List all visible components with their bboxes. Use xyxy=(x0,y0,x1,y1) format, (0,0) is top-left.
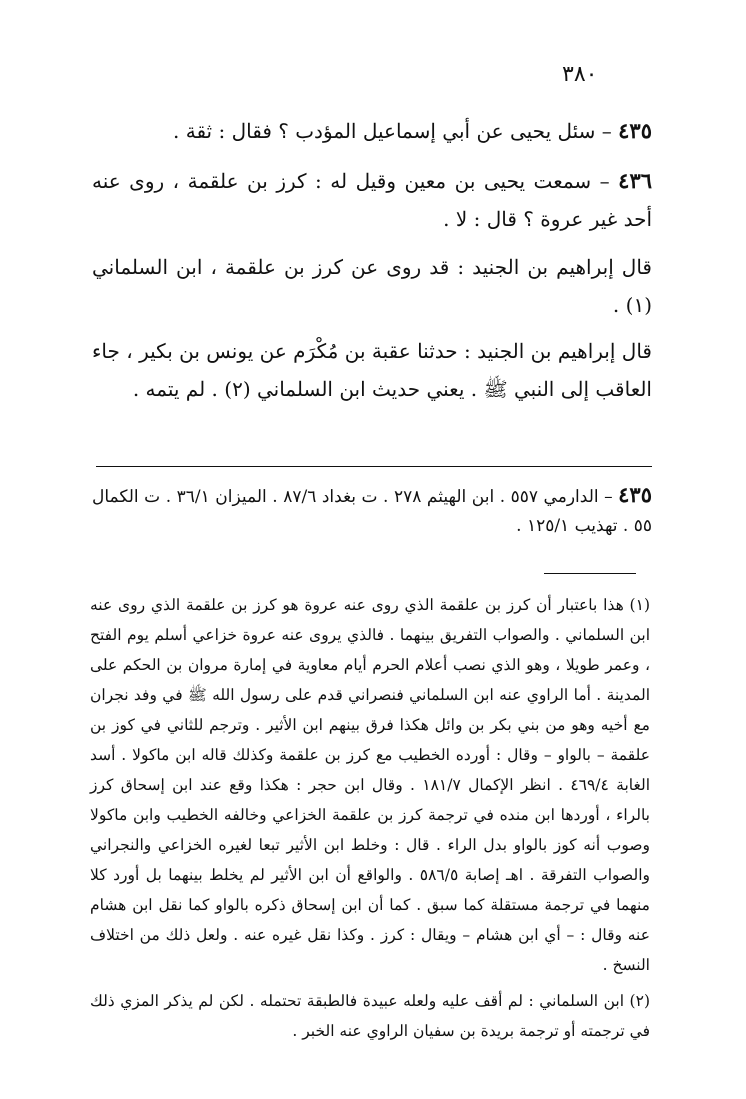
entry-number: ٤٣٥ xyxy=(618,118,652,143)
entry-number: ٤٣٦ xyxy=(618,168,653,193)
footnote-1: (١) هذا باعتبار أن كرز بن علقمة الذي روى عنه عروة هو كرز بن علقمة الذي روى عنه ابن السلماني . والصواب التفريق بينهما . فالذي يروى عنه عروة خزاعي أسلم يوم الفتح ، وعمر طويلا ، وهو الذي نصب أعلام الحرم أيام معاوية في إمارة مروان بن الحكم على المدينة . أما الراوي عنه ابن السلماني فنصراني قدم على رسول الله ﷺ في وفد نجران مع أخيه وهو من بني بكر بن وائل هكذا فرق بينهم ابن الأثير . وترجم للثاني في كوز بن علقمة – بالواو – وقال : أورده الخطيب مع كرز بن علقمة وكذلك قاله ابن ماكولا . أسد الغابة ٤٦٩/٤ . انظر الإكمال ١٨١/٧ . وقال ابن حجر : هكذا وقع عند ابن إسحاق كرز بالراء ، أوردها ابن منده في ترجمة كرز بن علقمة الخزاعي وخالفه الخطيب وابن ماكولا وصوب أنه كوز بالواو بدل الراء . قال : وخلط ابن الأثير تبعا لغيره الخزاعي والنجراني والصواب التفرقة . اهـ إصابة ٥٨٦/٥ . والواقع أن ابن الأثير لم يخلط بينهما بل أورد كلا منهما في ترجمة مستقلة كما سبق . كما أن ابن إسحاق ذكره بالواو كما نقل ابن هشام عنه وقال : – أي ابن هشام – ويقال : كرز . وكذا نقل غيره عنه . ولعل ذلك من اختلاف النسخ . xyxy=(90,596,651,974)
source-note xyxy=(92,480,652,541)
entry-text: سئل يحيى عن أبي إسماعيل المؤدب ؟ فقال : ثقة . xyxy=(173,119,596,143)
paragraph-ibn-junayd-2: قال إبراهيم بن الجنيد : حدثنا عقبة بن مُكْرَم عن يونس بن بكير ، جاء العاقب إلى النبي ﷺ . يعني حديث ابن السلماني (٢) . لم يتمه . xyxy=(92,339,652,401)
footnote-2: (٢) ابن السلماني : لم أقف عليه ولعله عبيدة فالطبقة تحتمله . لكن لم يذكر المزي ذلك في ترجمته أو ترجمة بريدة بن سفيان الراوي عنه الخبر . xyxy=(90,992,650,1040)
entry-dash: – xyxy=(601,119,612,143)
footnote-divider xyxy=(96,466,652,467)
footnotes xyxy=(90,590,650,1046)
source-note-number: ٤٣٥ xyxy=(618,482,652,507)
entry-dash: – xyxy=(599,169,610,193)
page-number: ٣٨٠ xyxy=(562,62,598,87)
entry-436 xyxy=(92,162,652,238)
entry-435 xyxy=(92,112,652,150)
entry-text: سمعت يحيى بن معين وقيل له : كرز بن علقمة ، روى عنه أحد غير عروة ؟ قال : لا . xyxy=(92,169,652,231)
paragraph-ibn-junayd-1: قال إبراهيم بن الجنيد : قد روى عن كرز بن علقمة ، ابن السلماني (١) . xyxy=(92,255,652,317)
source-note-text: – الدارمي ٥٥٧ . ابن الهيثم ٢٧٨ . ت بغداد ٨٧/٦ . الميزان ٣٦/١ . ت الكمال ٥٥ . تهذيب ١٢٥/١ . xyxy=(92,487,652,536)
short-divider xyxy=(544,573,636,574)
